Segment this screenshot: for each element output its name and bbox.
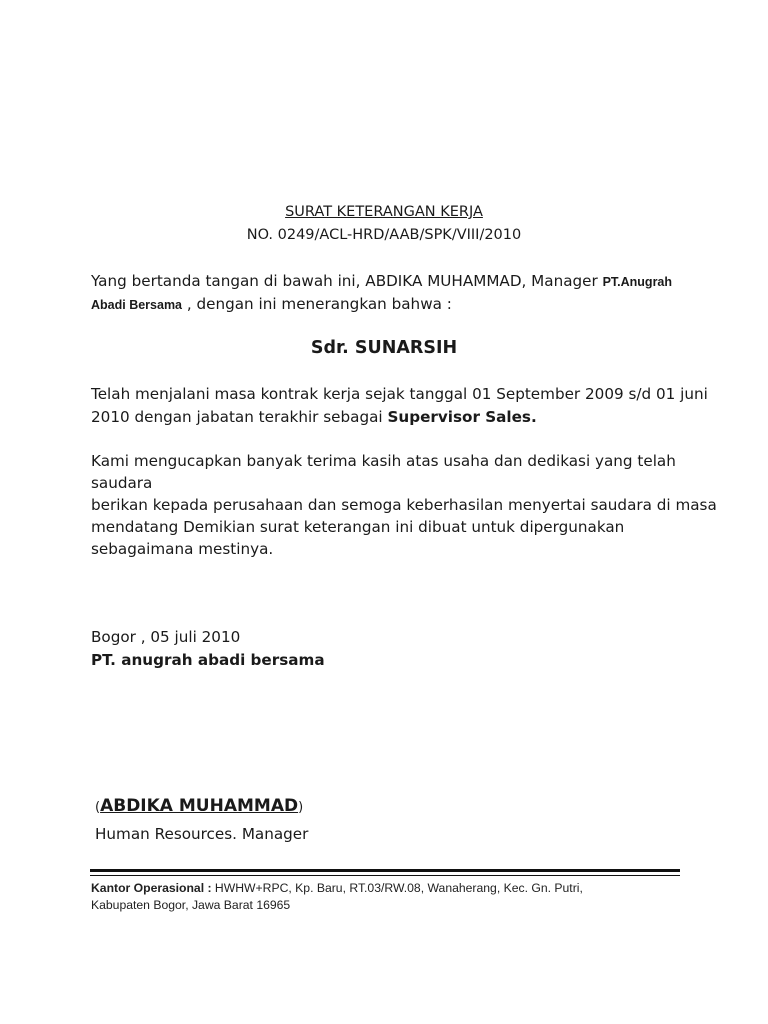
para2-line5: sebagaimana mestinya. [91,540,274,558]
intro-line-2 [91,293,452,317]
footer-divider-thin [90,875,680,876]
intro-prefix: Yang bertanda tangan di bawah ini, ABDIKA MUHAMMAD, Manager [91,272,603,290]
letter-number: NO. 0249/ACL-HRD/AAB/SPK/VIII/2010 [246,227,522,243]
footer-label: Kantor Operasional : [91,881,212,895]
para1-line2 [91,406,537,429]
footer-address-line2: Kabupaten Bogor, Jawa Barat 16965 [91,898,291,912]
para1-line2-prefix: 2010 dengan jabatan terakhir sebagai [91,408,388,426]
footer-address-line1: HWHW+RPC, Kp. Baru, RT.03/RW.08, Wanaherang, Kec. Gn. Putri, [211,881,583,895]
signatory-name-line [95,796,303,816]
para2-line2: saudara [91,474,153,492]
employee-name: Sdr. SUNARSIH [310,338,458,358]
intro-company-part1: PT.Anugrah [602,275,673,289]
signatory-open-paren: ( [95,800,101,815]
intro-line-1 [91,270,672,294]
intro-suffix: , dengan ini menerangkan bahwa : [182,295,452,313]
signatory-name: ABDIKA MUHAMMAD [100,796,299,816]
signatory-title: Human Resources. Manager [95,825,309,843]
signatory-close-paren: ) [298,800,304,815]
letter-title: SURAT KETERANGAN KERJA [285,204,483,220]
para1-line1: Telah menjalani masa kontrak kerja sejak tanggal 01 September 2009 s/d 01 juni [91,385,708,403]
company-name: PT. anugrah abadi bersama [91,651,325,669]
footer-divider-thick [90,869,680,872]
para2-line4: mendatang Demikian surat keterangan ini dibuat untuk dipergunakan [91,518,625,536]
para2-line1: Kami mengucapkan banyak terima kasih atas usaha dan dedikasi yang telah [91,452,676,470]
para2-line3: berikan kepada perusahaan dan semoga keberhasilan menyertai saudara di masa [91,496,717,514]
employee-position: Supervisor Sales. [387,408,537,426]
intro-company-part2: Abadi Bersama [91,298,183,312]
place-date: Bogor , 05 juli 2010 [91,628,241,646]
